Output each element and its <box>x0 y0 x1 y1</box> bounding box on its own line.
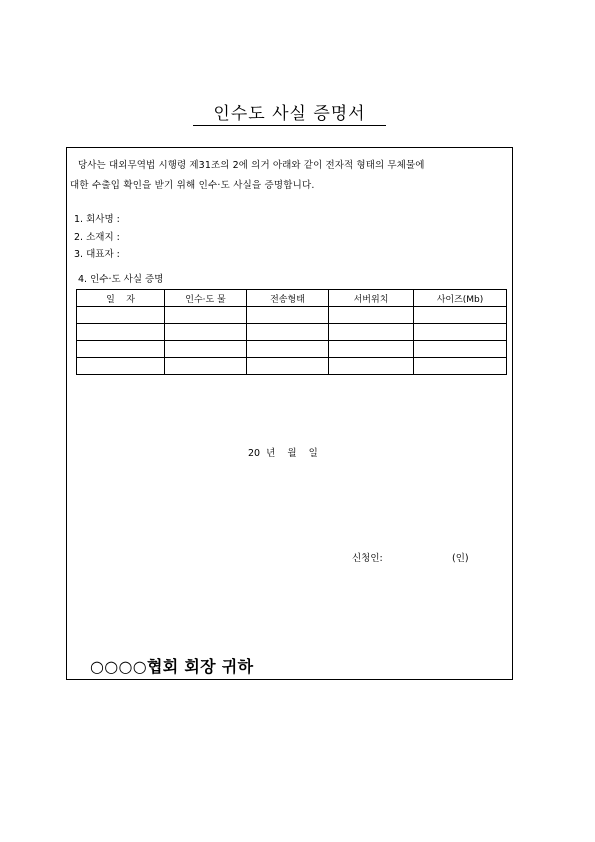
table-cell[interactable] <box>77 341 165 358</box>
table-cell[interactable] <box>329 358 414 375</box>
col-header-date: 일 자 <box>77 290 165 307</box>
table-cell[interactable] <box>165 307 247 324</box>
date-line: 20 년 월 일 <box>248 448 318 459</box>
transfer-table <box>76 289 507 375</box>
table-cell[interactable] <box>247 324 329 341</box>
page-title: 인수도 사실 증명서 <box>213 104 366 124</box>
col-header-transfer-type: 전송형태 <box>247 290 329 307</box>
table-cell[interactable] <box>165 324 247 341</box>
table-cell[interactable] <box>77 307 165 324</box>
table-cell[interactable] <box>77 358 165 375</box>
table-cell[interactable] <box>329 324 414 341</box>
intro-text-line-1: 당사는 대외무역법 시행령 제31조의 2에 의거 아래와 같이 전자적 형태의 무체물에 <box>78 160 425 171</box>
table-cell[interactable] <box>165 341 247 358</box>
table-row <box>77 358 507 375</box>
table-row <box>77 324 507 341</box>
table-cell[interactable] <box>329 307 414 324</box>
table-row <box>77 341 507 358</box>
field-address: 2. 소재지 : <box>74 232 120 243</box>
addressee: ○○○○협회 회장 귀하 <box>90 657 254 676</box>
table-row <box>77 307 507 324</box>
table-cell[interactable] <box>77 324 165 341</box>
table-cell[interactable] <box>329 341 414 358</box>
table-cell[interactable] <box>165 358 247 375</box>
table-cell[interactable] <box>247 307 329 324</box>
table-cell[interactable] <box>414 341 507 358</box>
applicant-label: 신청인: <box>352 553 383 564</box>
col-header-item: 인수·도 물 <box>165 290 247 307</box>
title-underline <box>193 125 386 126</box>
table-cell[interactable] <box>247 358 329 375</box>
seal-label: (인) <box>452 553 469 564</box>
certificate-frame <box>66 147 513 680</box>
intro-text-line-2: 대한 수출입 확인을 받기 위해 인수·도 사실을 증명합니다. <box>70 180 315 191</box>
col-header-server-location: 서버위치 <box>329 290 414 307</box>
field-company: 1. 회사명 : <box>74 214 120 225</box>
table-cell[interactable] <box>414 324 507 341</box>
col-header-size: 사이즈(Mb) <box>414 290 507 307</box>
table-cell[interactable] <box>414 358 507 375</box>
field-representative: 3. 대표자 : <box>74 249 120 260</box>
table-cell[interactable] <box>247 341 329 358</box>
section-4-label: 4. 인수·도 사실 증명 <box>78 274 164 285</box>
table-header-row <box>77 290 507 307</box>
table-cell[interactable] <box>414 307 507 324</box>
